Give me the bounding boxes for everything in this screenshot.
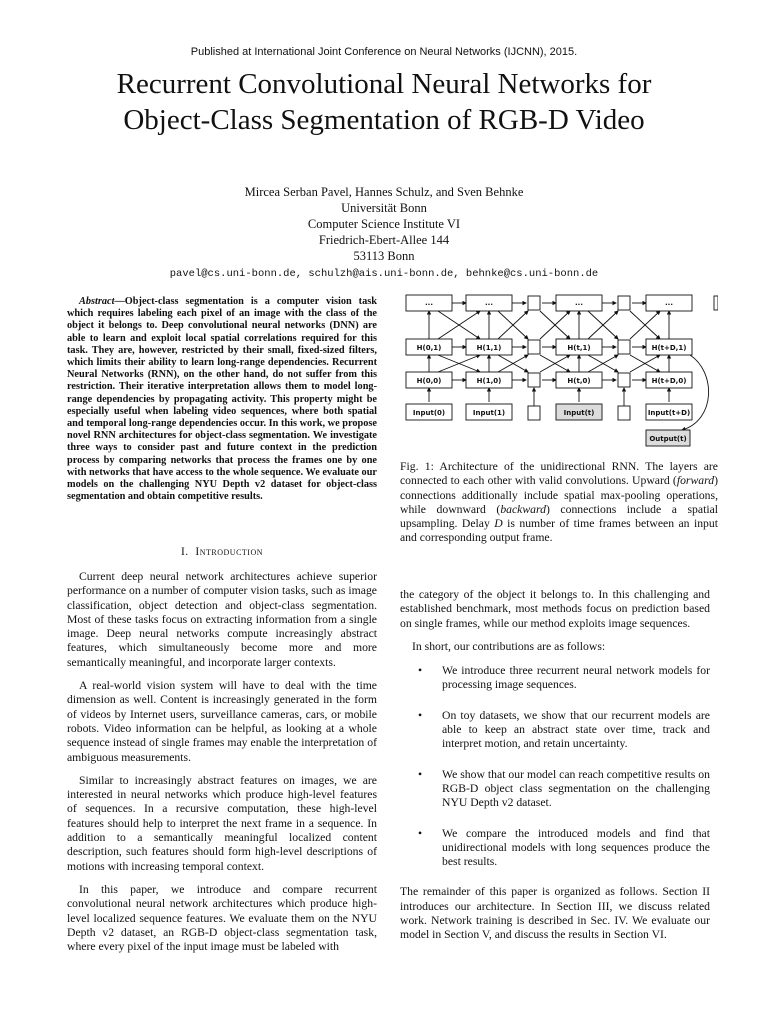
input-td-label: Input(t+D) — [647, 409, 691, 417]
list-item — [400, 709, 710, 752]
caption-delay-symbol: D — [494, 517, 503, 531]
h-t-0-label: H(t,0) — [567, 377, 591, 385]
contributions-list — [400, 664, 710, 869]
h-0-0-label: H(0,0) — [416, 377, 442, 385]
affiliation-4: 53113 Bonn — [353, 249, 415, 263]
output-t-label: Output(t) — [649, 435, 687, 443]
intro-paragraph-3: Similar to increasingly abstract features on images, we are interested in neural networks which produce high-level features of sequences. In a recursive computation, these high-level features should help to interpret the next frame in a sequence. In addition to a semantically meaningful localized content description, such features should form high-level descriptions of motions with increasing temporal context. — [67, 773, 377, 873]
caption-text-b: ) connections additionally include spatial max-pooling operations, while downward ( — [400, 474, 718, 516]
caption-label: Fig. 1: — [400, 460, 434, 473]
intro-paragraph-2: A real-world vision system will have to deal with the time dimension as well. Content is increasingly generated in the form of videos by Internet users, surveillance cameras, cars, or mobile robots. Video information can be helpful, as looking at a whole sequence instead of single frames may enable the interpretation of ambiguous measurements. — [67, 679, 377, 764]
top-node-t-label: ... — [575, 299, 583, 307]
h-0-1-label: H(0,1) — [416, 344, 442, 352]
affiliation-3: Friedrich-Ebert-Allee 144 — [318, 233, 450, 247]
continuation-paragraph: the category of the object it belongs to. In this challenging and established benchmark, most methods focus on prediction based on single frames, while our method exploits image sequences. — [400, 588, 710, 630]
caption-forward: forward — [676, 474, 715, 488]
intro-paragraph-4: In this paper, we introduce and compare recurrent convolutional neural network architectures which produce high-level localized sequence features. We evaluate them on the NYU Depth v2 dataset, an RGB-D object-class segmentation task, where every pixel of the input image must be labeled with — [67, 882, 377, 954]
list-item — [400, 664, 710, 693]
affiliation-1: Universität Bonn — [341, 201, 427, 215]
abstract — [67, 296, 377, 512]
paper-title — [40, 66, 728, 138]
node-boxes — [406, 295, 718, 446]
top-node-1-label: ... — [485, 299, 493, 307]
contributions-intro: In short, our contributions are as follows: — [412, 639, 606, 653]
title-line-2: Object-Class Segmentation of RGB-D Video — [123, 104, 645, 136]
bullet-icon: • — [418, 826, 423, 840]
contribution-1: We introduce three recurrent neural network models for processing image sequences. — [442, 664, 710, 692]
section-number: I. — [180, 546, 189, 558]
h-1-1-label: H(1,1) — [476, 344, 502, 352]
affiliation-2: Computer Science Institute VI — [307, 217, 461, 231]
h-td-1-label: H(t+D,1) — [651, 344, 687, 352]
publication-note: Published at International Joint Conference on Neural Networks (IJCNN), 2015. — [190, 46, 578, 58]
top-node-0-label: ... — [425, 299, 433, 307]
section-title: Introduction — [195, 546, 264, 558]
introduction-text — [67, 570, 377, 963]
input-t-label: Input(t) — [563, 409, 595, 417]
bullet-icon: • — [418, 708, 423, 722]
caption-backward: backward — [500, 502, 546, 516]
h-1-0-label: H(1,0) — [476, 377, 502, 385]
rnn-architecture-figure — [398, 292, 718, 452]
abstract-text: —Object-class segmentation is a computer vision task which requires labeling each pixel of an image with the class of the object it belongs to. Deep convolutional neural networks (DNN) are able to learn and exploit local spatial correlations required for this task. They are, however, restricted by their small, fixed-sized filters, which limits their ability to learn long-range dependencies. Recurrent Neural Networks (RNN), on the other hand, do not suffer from this restriction. Their iterative interpretation allows them to model long-range dependencies by propagating activity. This property might be especially useful when labeling video sequences, where both spatial and temporal long-range dependencies occur. In this work, we propose novel RNN architectures for object-class segmentation. We investigate three ways to consider past and future context in the prediction process by comparing networks that process the frames one by one with networks that have access to the whole sequence. We evaluate our models on the challenging NYU Depth v2 dataset for object-class segmentation and obtain competitive results. — [67, 296, 377, 503]
caption-text-a: Architecture of the unidirectional RNN. The layers are connected to each other with valid convolutions. Upward ( — [400, 460, 718, 488]
caption-text-e: is number of time frames between an input and corresponding output frame. — [400, 517, 718, 545]
bullet-icon: • — [418, 664, 423, 678]
figure-caption — [400, 460, 718, 546]
input-0-label: Input(0) — [412, 409, 446, 417]
bullet-icon: • — [418, 767, 423, 781]
caption-text-c: ) connections include a spatial upsampling. Delay — [400, 502, 719, 531]
remainder-paragraph: The remainder of this paper is organized as follows. Section II introduces our architecture. In Section III, we discuss related work. Network training is described in Sec. IV. We evaluate our model in Section V, and discuss the results in Section VI. — [400, 885, 710, 942]
title-line-1: Recurrent Convolutional Neural Networks for — [116, 68, 652, 100]
contribution-4: We compare the introduced models and find that unidirectional models with long sequences produce the best results. — [442, 826, 710, 869]
contribution-2: On toy datasets, we show that our recurrent models are able to keep an abstract state over time, track and interpret motion, and retain uncertainty. — [442, 708, 710, 751]
intro-paragraph-1: Current deep neural network architectures achieve superior performance on a number of computer vision tasks, such as image classification, object detection and object-class segmentation. Most of these tasks focus on extracting information from a single image. Deep neural networks compute increasingly abstract features, which simultaneously become more and more semantically meaningful, and incorporate larger contexts. — [67, 570, 377, 669]
section-heading-introduction — [67, 546, 377, 558]
author-emails: pavel@cs.uni-bonn.de, schulzh@ais.uni-bonn.de, behnke@cs.uni-bonn.de — [169, 268, 599, 280]
author-block — [0, 184, 768, 282]
list-item — [400, 827, 710, 870]
input-1-label: Input(1) — [472, 409, 506, 417]
abstract-lead: Abstract — [79, 296, 115, 307]
h-t-1-label: H(t,1) — [567, 344, 591, 352]
right-column-text — [400, 588, 710, 952]
author-names: Mircea Serban Pavel, Hannes Schulz, and Sven Behnke — [244, 185, 524, 199]
h-td-0-label: H(t+D,0) — [651, 377, 687, 385]
top-node-td-label: ... — [665, 299, 673, 307]
list-item — [400, 768, 710, 811]
contribution-3: We show that our model can reach competitive results on RGB-D object class segmentation on the challenging NYU Depth v2 dataset. — [442, 767, 710, 810]
